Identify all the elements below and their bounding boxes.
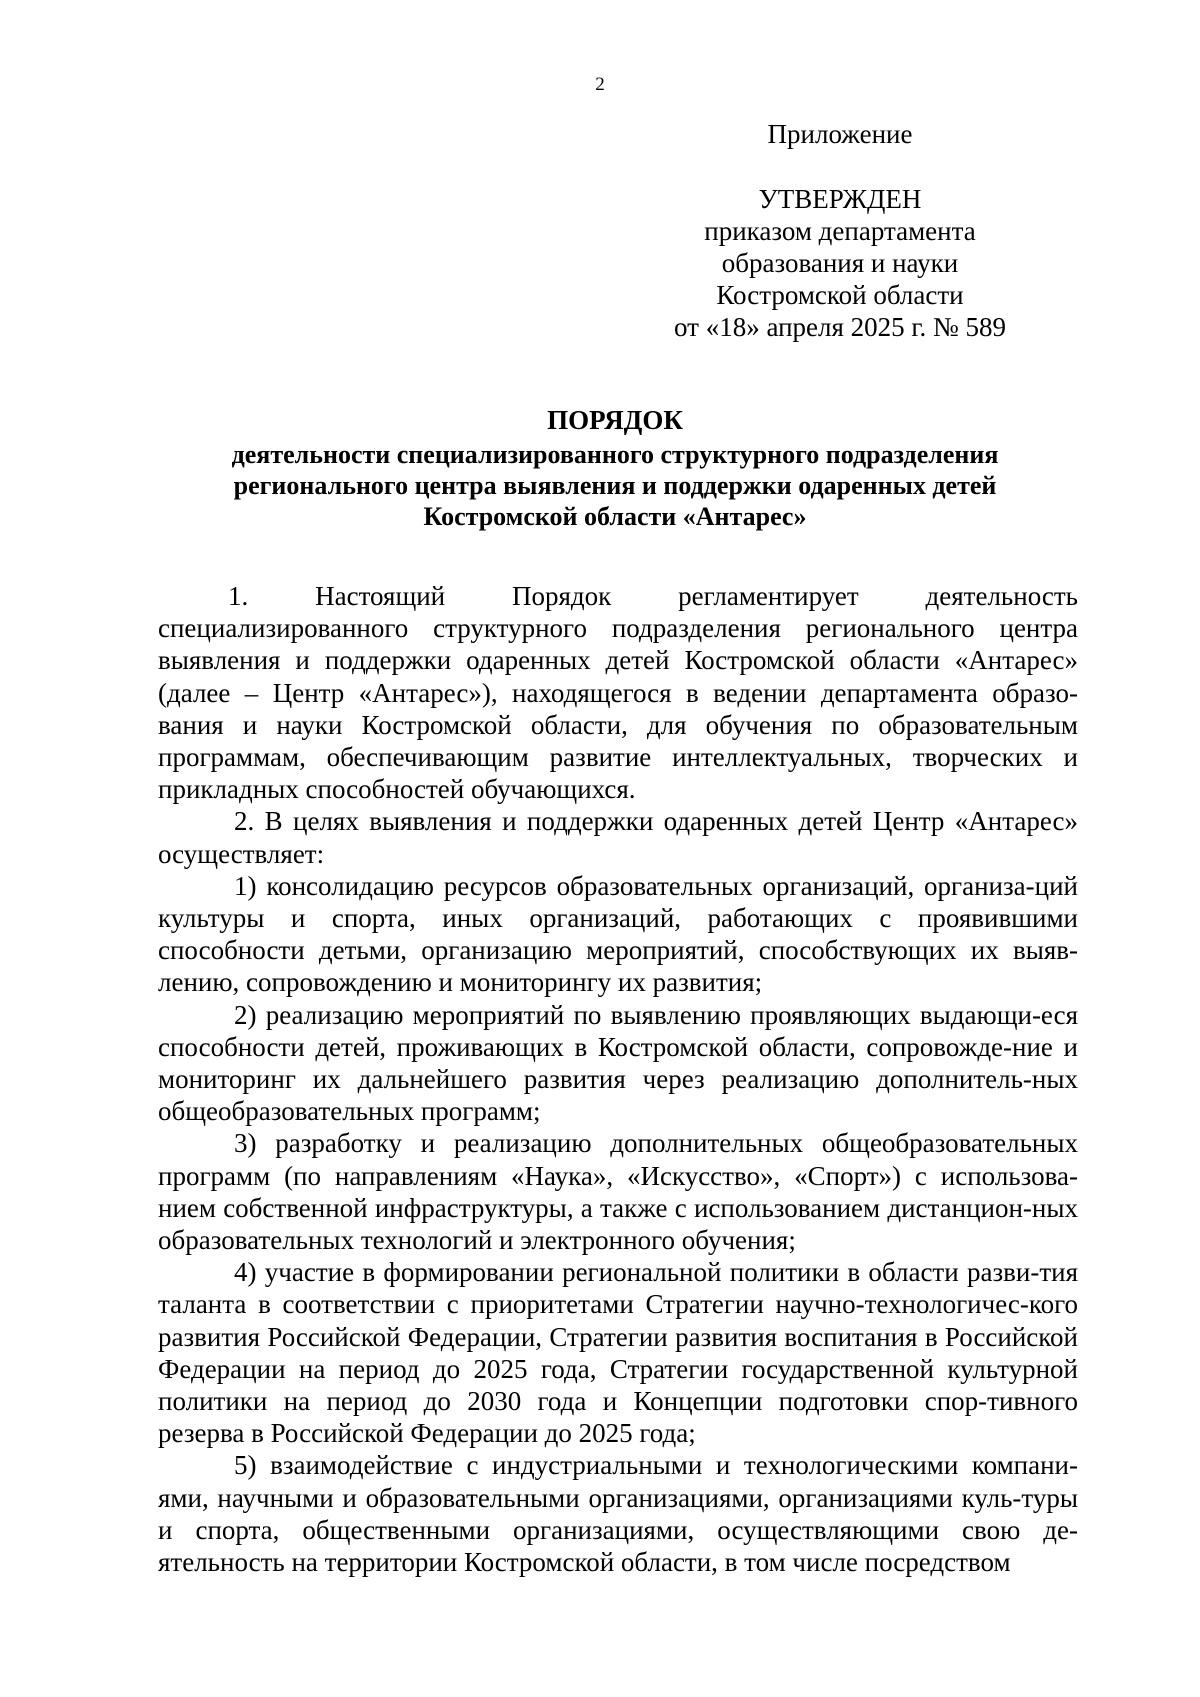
paragraph-2: 2. В целях выявления и поддержки одаренных детей Центр «Антарес» осуществляет:	[158, 806, 1078, 869]
document-body	[158, 580, 1078, 1578]
title-line: деятельности специализированного структурного подразделения	[231, 440, 999, 469]
title-main: ПОРЯДОК	[547, 405, 683, 435]
word: регламентирует	[678, 581, 859, 611]
paragraph-7: 5) взаимодействие с индустриальными и технологическими компани-ями, научными и образовательными организациями, организациями куль-туры и спорта, общественными организациями, осуществляющими свою де-ятельность на территории Костромской области, в том числе посредством	[158, 1450, 1078, 1578]
paragraph-1-first-line	[158, 580, 1078, 612]
approval-line: Костромской области	[716, 280, 964, 310]
paragraph-5: 3) разработку и реализацию дополнительных общеобразовательных программ (по направлениям «Наука», «Искусство», «Спорт») с использова-нием собственной инфраструктуры, а также с использованием дистанцион-ных образовательных технологий и электронного обучения;	[158, 1128, 1078, 1256]
approval-line: образования и науки	[721, 248, 959, 278]
paragraph-3: 1) консолидацию ресурсов образовательных организаций, организа-ций культуры и спорта, иных организаций, работающих с проявившими способности детьми, организацию мероприятий, способствующих их выяв-лению, сопровождению и мониторингу их развития;	[158, 870, 1078, 998]
word: 1.	[228, 581, 249, 611]
page-number: 2	[595, 74, 605, 95]
paragraph-1: специализированного структурного подразделения регионального центра выявления и поддержки одаренных детей Костромской области «Антарес» (далее – Центр «Антарес»), находящегося в ведении департамента образо-вания и науки Костромской области, для обучения по образовательным программам, обеспечивающим развитие интеллектуальных, творческих и прикладных способностей обучающихся.	[158, 613, 1078, 805]
title-line: Костромской области «Антарес»	[423, 502, 807, 531]
paragraph-4: 2) реализацию мероприятий по выявлению проявляющих выдающи-еся способности детей, проживающих в Костромской области, сопровожде-ние и мониторинг их дальнейшего развития через реализацию дополнитель-ных общеобразовательных программ;	[158, 999, 1078, 1127]
approval-line: приказом департамента	[704, 216, 976, 246]
word: Настоящий	[315, 581, 446, 611]
title-line: регионального центра выявления и поддержки одаренных детей	[233, 471, 997, 500]
approval-order-date: от «18» апреля 2025 г. № 589	[674, 312, 1006, 342]
word: деятельность	[925, 581, 1078, 611]
approval-heading: УТВЕРЖДЕН	[758, 184, 922, 214]
paragraph-6: 4) участие в формировании региональной политики в области разви-тия таланта в соответствии с приоритетами Стратегии научно-технологичес-кого развития Российской Федерации, Стратегии развития воспитания в Российской Федерации на период до 2025 года, Стратегии государственной культурной политики на период до 2030 года и Концепции подготовки спор-тивного резерва в Российской Федерации до 2025 года;	[158, 1257, 1078, 1449]
approval-stamp	[640, 183, 1040, 343]
word: Порядок	[512, 581, 612, 611]
document-title	[150, 405, 1080, 532]
appendix-label: Приложение	[767, 119, 913, 149]
